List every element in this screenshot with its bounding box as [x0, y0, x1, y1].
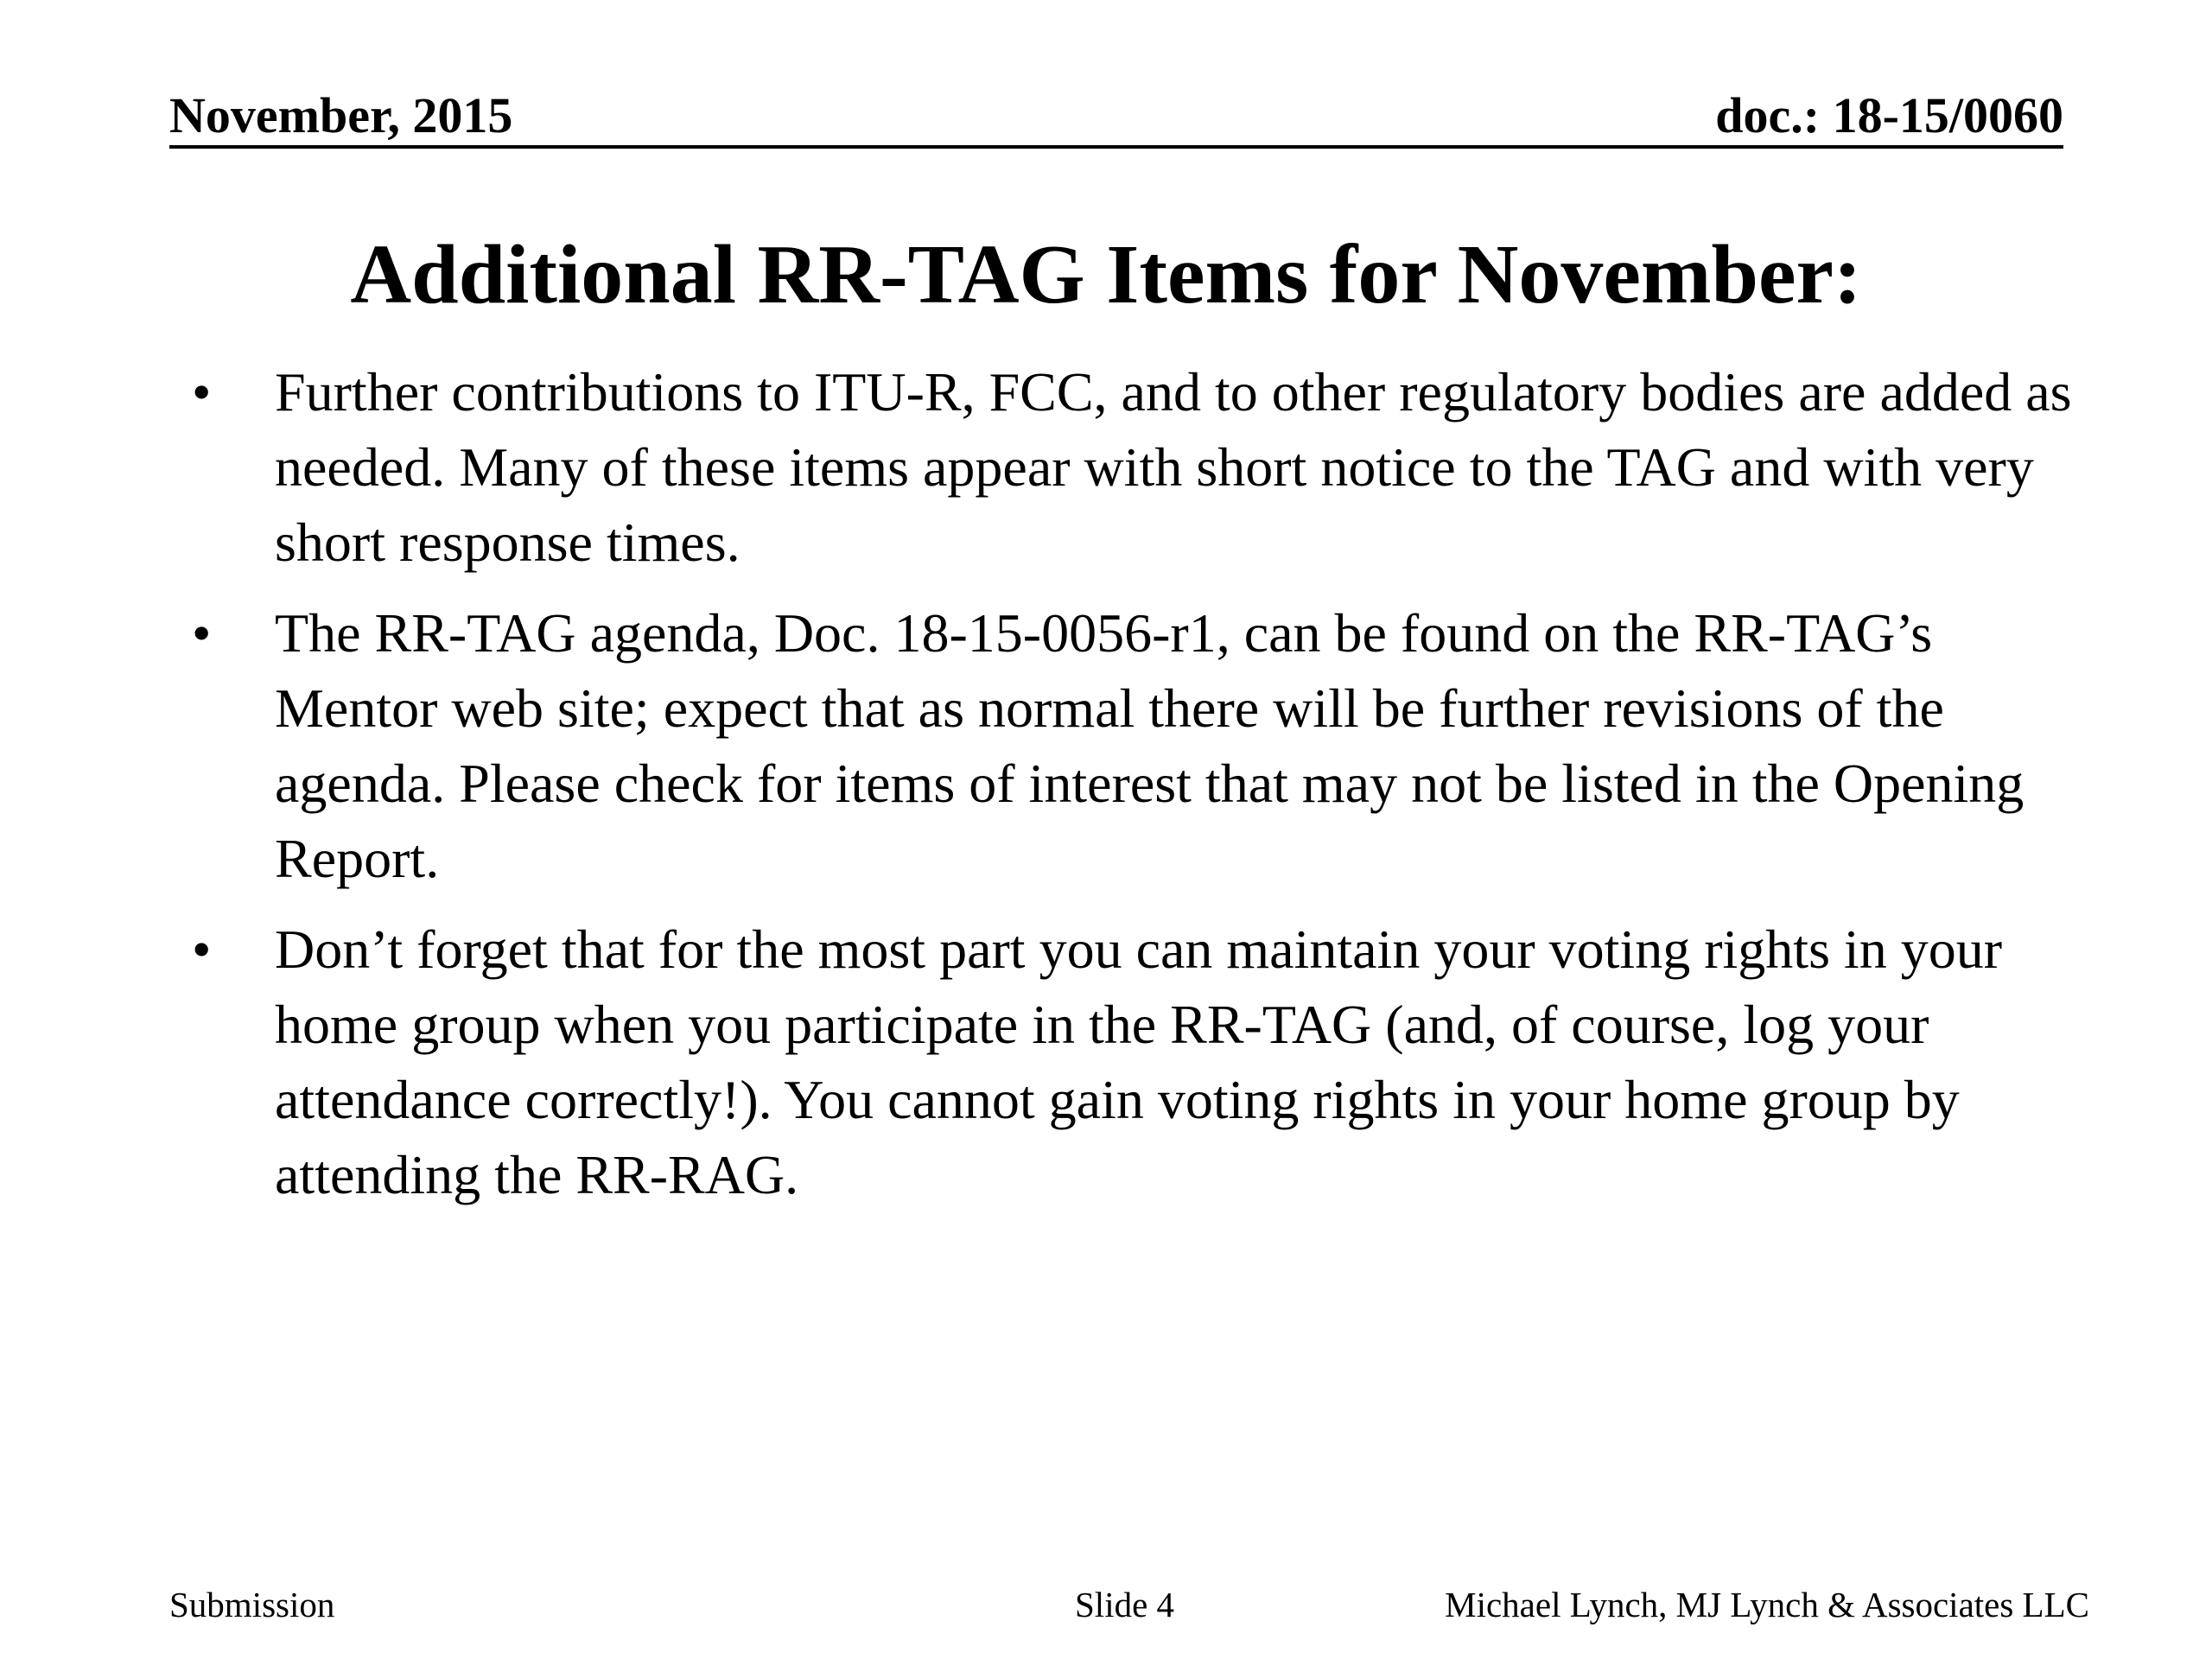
bullet-text: The RR-TAG agenda, Doc. 18-15-0056-r1, can be found on the RR-TAG’s Mentor web site; expect that as normal there will be further revisions of the agenda. Please check for items of interest that may not be listed in the Opening Report.: [275, 602, 2024, 889]
footer-author: Michael Lynch, MJ Lynch & Associates LLC: [1445, 1585, 2089, 1624]
bullet-text: Don’t forget that for the most part you can maintain your voting rights in your home group when you participate in the RR-TAG (and, of course, log your attendance correctly!). You cannot gain voting rights in your home group by attending the RR-RAG.: [275, 918, 2003, 1205]
bullet-item: [173, 912, 2074, 1212]
bullet-marker: •: [192, 361, 212, 423]
slide-header: [169, 86, 2063, 149]
bullet-marker: •: [192, 602, 212, 664]
header-doc-number: doc.: 18-15/0060: [1715, 87, 2063, 143]
bullet-item: [173, 354, 2074, 580]
bullet-item: [173, 595, 2074, 896]
bullet-text: Further contributions to ITU-R, FCC, and to other regulatory bodies are added as needed. Many of these items appear with short notice to the TAG and with very short response times.: [275, 361, 2072, 573]
footer-slide-number: Slide 4: [1075, 1585, 1175, 1624]
header-date: November, 2015: [169, 87, 513, 143]
bullet-list: [173, 354, 2074, 1228]
footer-submission: Submission: [169, 1585, 335, 1624]
bullet-marker: •: [192, 918, 212, 980]
slide-title: Additional RR-TAG Items for November:: [350, 228, 1862, 321]
